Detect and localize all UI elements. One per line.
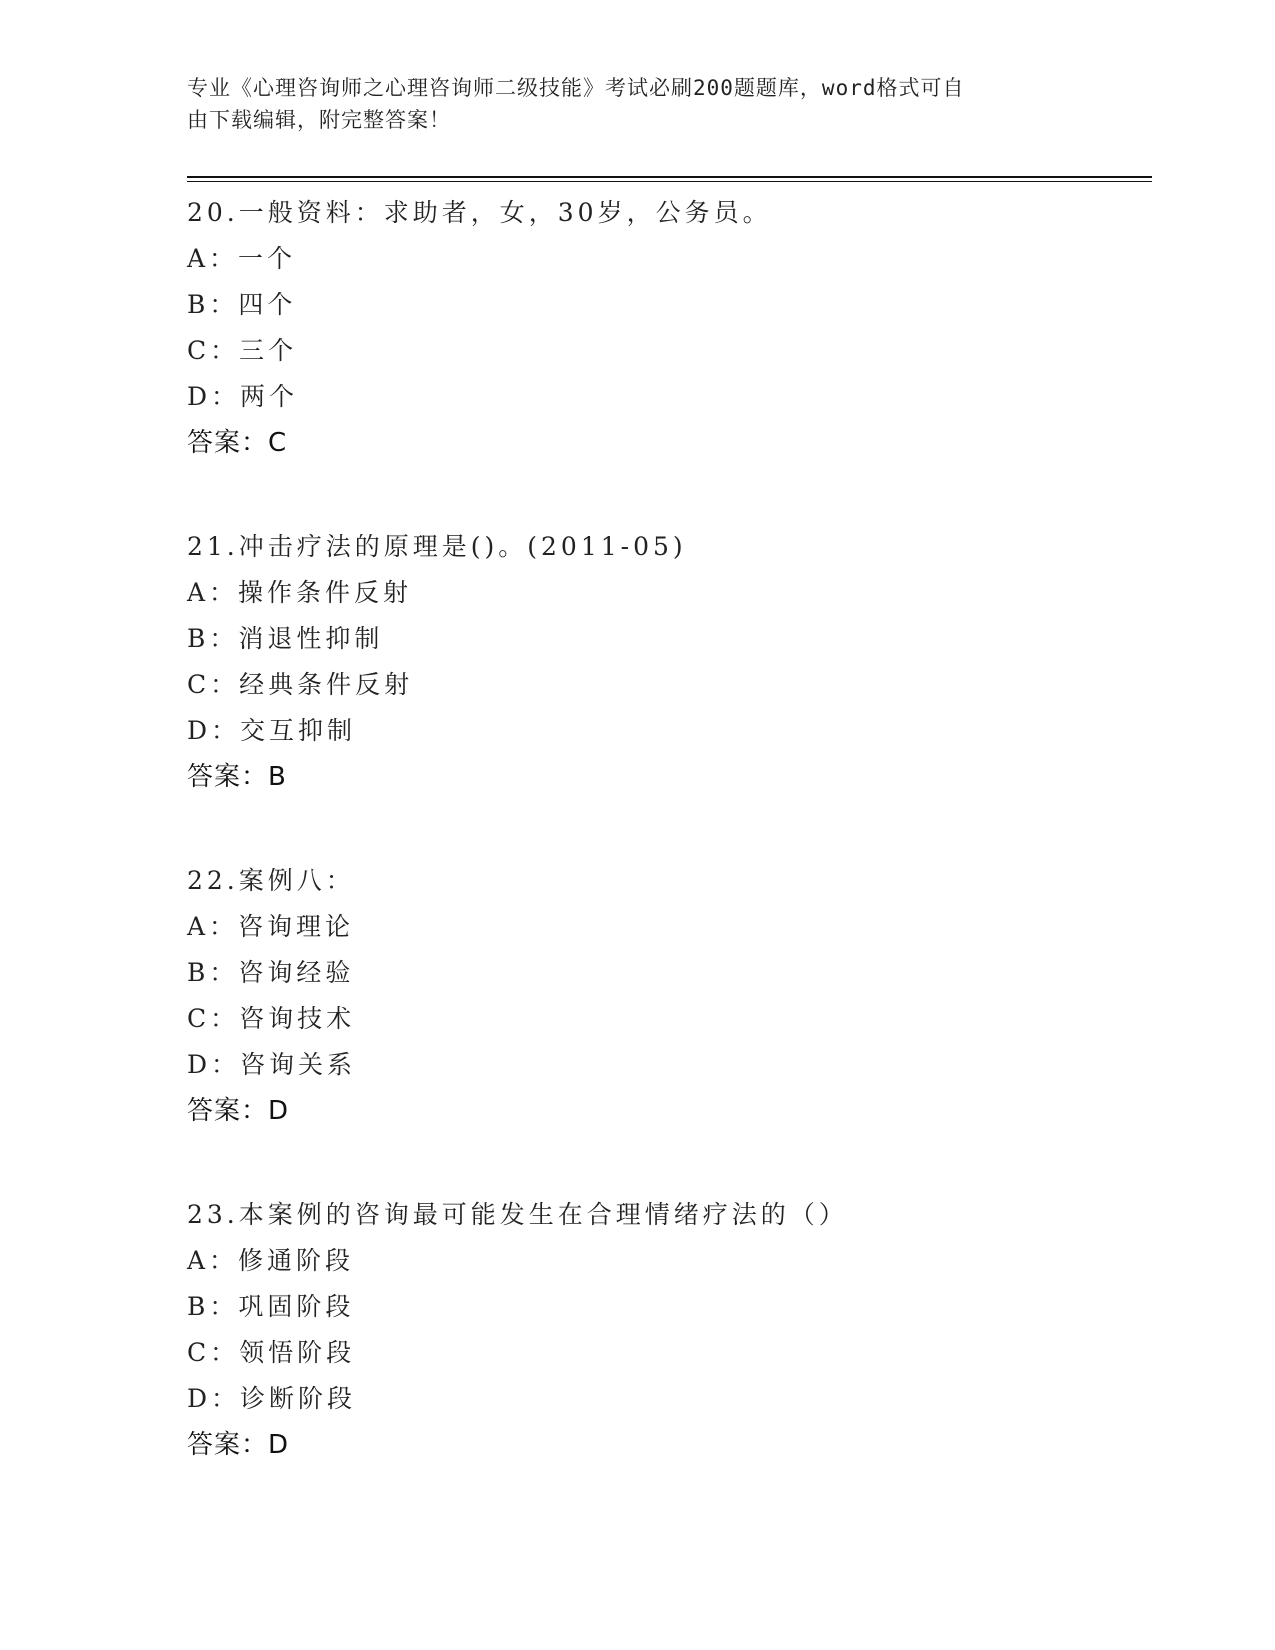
question-23	[187, 1192, 1147, 1468]
option-a: A：一个	[187, 244, 297, 273]
answer-text: 答案：D	[187, 1430, 290, 1460]
header-line-1: 专业《心理咨询师之心理咨询师二级技能》考试必刷200题题库，word格式可自	[187, 76, 965, 100]
document-header	[187, 72, 1067, 136]
question-stem: 22.案例八：	[187, 866, 355, 895]
option-c: C：经典条件反射	[187, 670, 414, 699]
option-d: D：咨询关系	[187, 1050, 357, 1079]
option-d: D：交互抑制	[187, 716, 357, 745]
question-stem: 23.本案例的咨询最可能发生在合理情绪疗法的（）	[187, 1200, 848, 1229]
question-22	[187, 858, 1147, 1134]
answer-text: 答案：B	[187, 762, 287, 792]
header-divider-thin	[187, 181, 1152, 182]
option-b: B：消退性抑制	[187, 624, 384, 653]
option-b: B：咨询经验	[187, 958, 355, 987]
option-c: C：三个	[187, 336, 298, 365]
answer-text: 答案：D	[187, 1096, 290, 1126]
question-stem: 20.一般资料：求助者，女，30岁，公务员。	[187, 198, 772, 227]
header-divider-thick	[187, 176, 1152, 178]
question-21	[187, 524, 1147, 800]
option-c: C：咨询技术	[187, 1004, 356, 1033]
option-a: A：操作条件反射	[187, 578, 413, 607]
header-line-2: 由下载编辑，附完整答案！	[187, 108, 451, 132]
option-b: B：巩固阶段	[187, 1292, 355, 1321]
option-a: A：修通阶段	[187, 1246, 355, 1275]
question-list	[187, 190, 1147, 1526]
option-b: B：四个	[187, 290, 297, 319]
option-a: A：咨询理论	[187, 912, 355, 941]
question-20	[187, 190, 1147, 466]
question-stem: 21.冲击疗法的原理是()。(2011-05)	[187, 532, 687, 561]
option-c: C：领悟阶段	[187, 1338, 356, 1367]
option-d: D：诊断阶段	[187, 1384, 357, 1413]
option-d: D：两个	[187, 382, 299, 411]
answer-text: 答案：C	[187, 428, 288, 458]
